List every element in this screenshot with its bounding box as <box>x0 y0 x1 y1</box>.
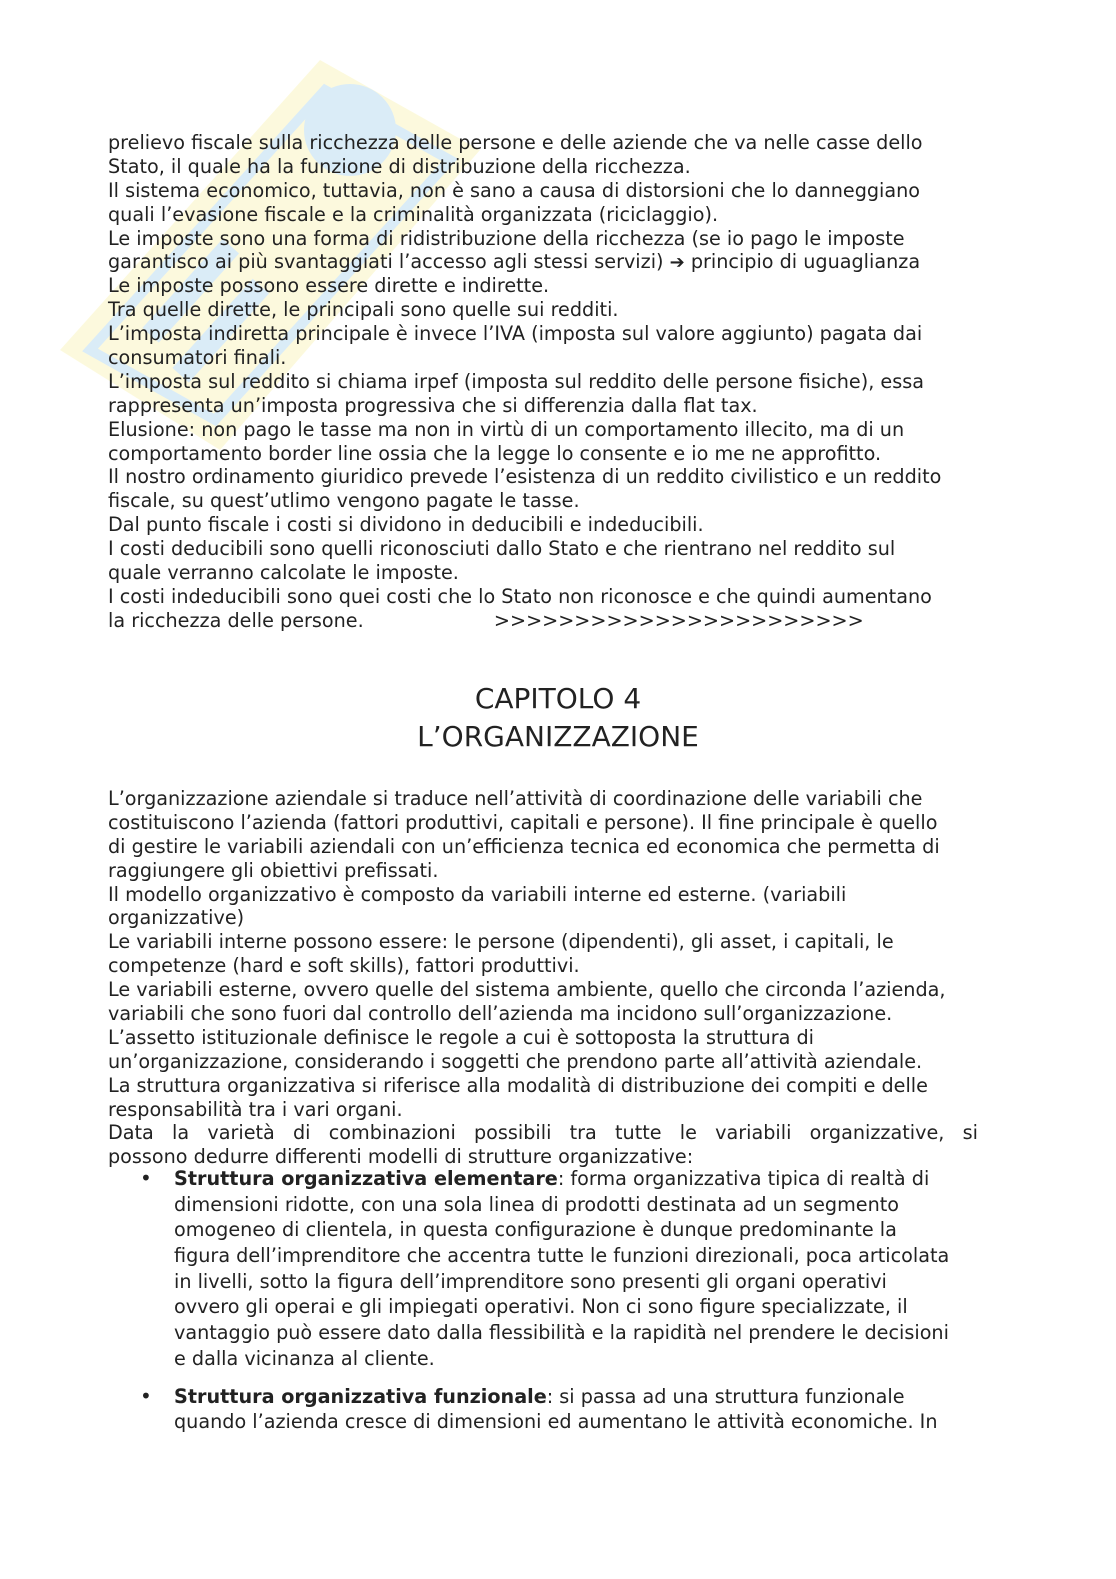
text-line: La struttura organizzativa si riferisce alla modalità di distribuzione dei compiti e delle <box>108 1073 928 1097</box>
text-line: quale verranno calcolate le imposte. <box>108 561 459 585</box>
text-line: L’imposta indiretta principale è invece l’IVA (imposta sul valore aggiunto) pagata dai <box>108 322 923 346</box>
text-line: di gestire le variabili aziendali con un’efficienza tecnica ed economica che permetta di <box>108 834 940 858</box>
word: tra <box>569 1121 597 1145</box>
text-line: I costi indeducibili sono quei costi che lo Stato non riconosce e che quindi aumentano <box>108 584 932 608</box>
intro-paragraph <box>108 131 1008 633</box>
text-line-with-arrow <box>108 250 1008 274</box>
text-segment: la ricchezza delle persone. <box>108 608 364 632</box>
text-line: L’organizzazione aziendale si traduce nell’attività di coordinazione delle variabili che <box>108 787 923 810</box>
text-line: vantaggio può essere dato dalla flessibilità e la rapidità nel prendere le decisioni <box>174 1321 949 1345</box>
bullet-first-line <box>174 1384 1028 1410</box>
text-line: organizzative) <box>108 906 245 930</box>
chevron-separator: >>>>>>>>>>>>>>>>>>>>>>> <box>493 608 864 632</box>
text-line: un’organizzazione, considerando i soggetti che prendono parte all’attività aziendale. <box>108 1049 923 1073</box>
word: varietà <box>207 1121 275 1145</box>
word: le <box>679 1121 697 1145</box>
text-line: rappresenta un’imposta progressiva che si differenzia dalla flat tax. <box>108 393 758 417</box>
bullet-text: : forma organizzativa tipica di realtà di <box>557 1167 930 1190</box>
word: organizzative, <box>809 1121 945 1145</box>
text-line: comportamento border line ossia che la legge lo consente e io me ne approfitto. <box>108 441 882 465</box>
bullet-dot-icon: • <box>140 1166 152 1190</box>
bullet-first-line <box>174 1166 1028 1192</box>
text-line: quali l’evasione fiscale e la criminalità organizzata (riciclaggio). <box>108 202 719 226</box>
bullet-dot-icon: • <box>140 1383 152 1408</box>
text-line: variabili che sono fuori dal controllo dell’azienda ma incidono sull’organizzazione. <box>108 1002 893 1026</box>
word: variabili <box>715 1121 792 1145</box>
text-line: possono dedurre differenti modelli di strutture organizzative: <box>108 1145 694 1169</box>
organization-paragraph <box>108 787 1008 1169</box>
text-line: Le imposte sono una forma di ridistribuzione della ricchezza (se io pago le imposte <box>108 226 905 250</box>
list-item <box>108 1384 1028 1435</box>
text-line: Dal punto fiscale i costi si dividono in deducibili e indeducibili. <box>108 513 704 537</box>
text-line: figura dell’imprenditore che accentra tutte le funzioni direzionali, poca articolata <box>174 1244 950 1268</box>
text-line: competenze (hard e soft skills), fattori produttivi. <box>108 954 580 978</box>
word: combinazioni <box>328 1121 456 1145</box>
text-line: ovvero gli operai e gli impiegati operativi. Non ci sono figure specializzate, il <box>174 1295 908 1319</box>
word: possibili <box>474 1121 552 1145</box>
text-line: L’imposta sul reddito si chiama irpef (imposta sul reddito delle persone fisiche), essa <box>108 369 924 393</box>
word: tutte <box>615 1121 662 1145</box>
word: si <box>962 1121 978 1145</box>
text-line-with-chevrons <box>108 609 1008 633</box>
text-line: costituiscono l’azienda (fattori produttivi, capitali e persone). Il fine principale è quello <box>108 810 938 834</box>
text-line: Le imposte possono essere dirette e indirette. <box>108 274 550 298</box>
bullet-term: Struttura organizzativa elementare <box>174 1167 558 1190</box>
list-item <box>108 1166 1028 1372</box>
text-line: Elusione: non pago le tasse ma non in virtù di un comportamento illecito, ma di un <box>108 417 905 441</box>
justified-text-line <box>108 1121 978 1145</box>
bullet-text: : si passa ad una struttura funzionale <box>546 1384 905 1408</box>
right-arrow-icon: ➔ <box>669 252 685 274</box>
text-line: raggiungere gli obiettivi prefissati. <box>108 858 439 882</box>
text-line: in livelli, sotto la figura dell’imprenditore sono presenti gli organi operativi <box>174 1269 887 1293</box>
text-line: Il modello organizzativo è composto da variabili interne ed esterne. (variabili <box>108 882 847 906</box>
structure-bullet-list <box>108 1166 1028 1435</box>
text-line: fiscale, su quest’utlimo vengono pagate le tasse. <box>108 489 580 513</box>
text-line: Le variabili esterne, ovvero quelle del sistema ambiente, quello che circonda l’azienda, <box>108 978 946 1002</box>
word: la <box>172 1121 190 1145</box>
text-line: prelievo fiscale sulla ricchezza delle persone e delle aziende che va nelle casse dello <box>108 131 923 154</box>
text-line: Il sistema economico, tuttavia, non è sano a causa di distorsioni che lo danneggiano <box>108 178 921 202</box>
text-line: Il nostro ordinamento giuridico prevede l’esistenza di un reddito civilistico e un reddito <box>108 465 942 489</box>
text-line: omogeneo di clientela, in questa configurazione è dunque predominante la <box>174 1218 897 1242</box>
text-segment: principio di uguaglianza <box>690 250 921 274</box>
text-line: L’assetto istituzionale definisce le regole a cui è sottoposta la struttura di <box>108 1025 815 1049</box>
chapter-heading <box>0 680 1116 756</box>
chapter-number: CAPITOLO 4 <box>474 682 642 715</box>
text-line: I costi deducibili sono quelli riconosciuti dallo Stato e che rientrano nel reddito sul <box>108 537 896 561</box>
text-line: dimensioni ridotte, con una sola linea di prodotti destinata ad un segmento <box>174 1192 900 1216</box>
text-line: Stato, il quale ha la funzione di distribuzione della ricchezza. <box>108 154 691 178</box>
text-line: consumatori finali. <box>108 346 287 370</box>
text-line: e dalla vicinanza al cliente. <box>174 1346 435 1370</box>
word: Data <box>108 1121 154 1145</box>
text-line: Tra quelle dirette, le principali sono quelle sui redditi. <box>108 298 619 322</box>
text-line: Le variabili interne possono essere: le persone (dipendenti), gli asset, i capitali, le <box>108 930 894 954</box>
text-line: responsabilità tra i vari organi. <box>108 1097 403 1121</box>
word: di <box>293 1121 311 1145</box>
bullet-term: Struttura organizzativa funzionale <box>174 1384 547 1408</box>
text-segment: garantisco ai più svantaggiati l’accesso agli stessi servizi) <box>108 250 664 274</box>
chapter-title: L’ORGANIZZAZIONE <box>417 720 699 753</box>
text-line: quando l’azienda cresce di dimensioni ed aumentano le attività economiche. In <box>174 1410 938 1434</box>
